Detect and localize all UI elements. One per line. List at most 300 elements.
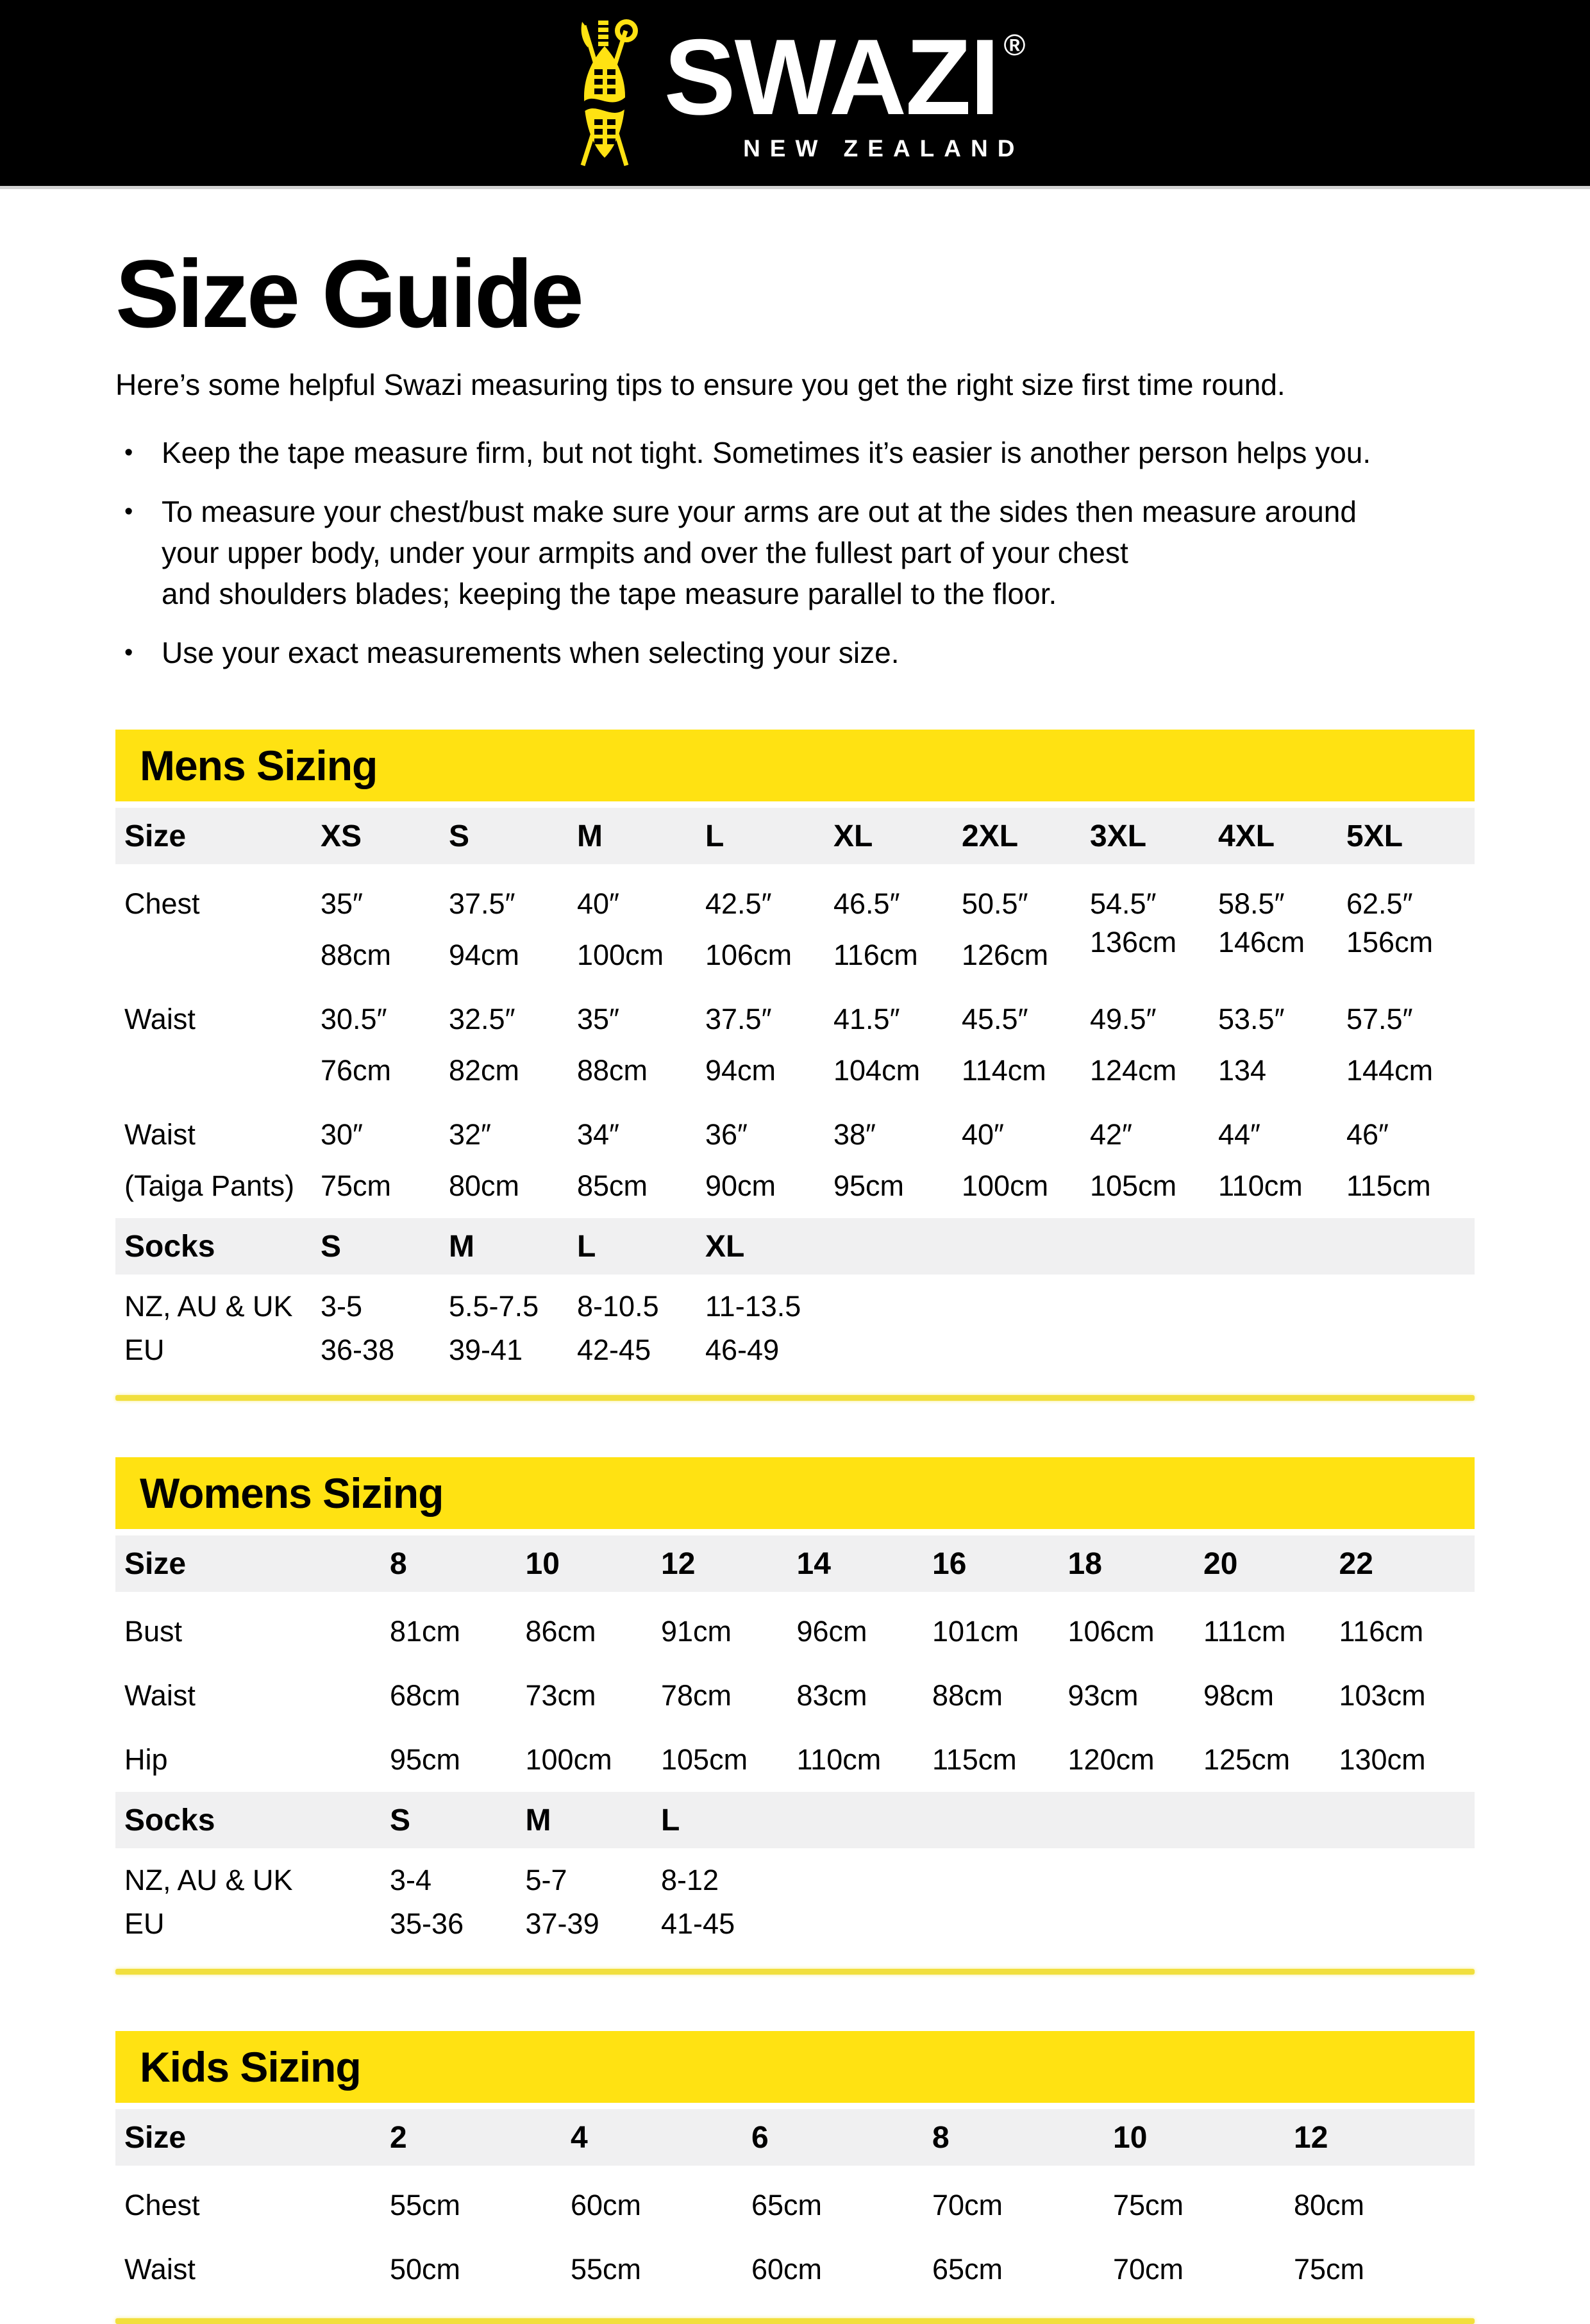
size-cell <box>1346 1109 1475 1212</box>
size-col-header: 12 <box>1294 2120 1328 2155</box>
size-value: 41.5″ <box>833 1003 900 1036</box>
size-value: 115cm <box>932 1743 1017 1776</box>
section-title: Womens Sizing <box>140 1469 444 1517</box>
size-cell <box>1203 1606 1339 1657</box>
size-header-label: Size <box>124 1546 187 1581</box>
size-cell <box>1068 1734 1204 1785</box>
size-col-header: 22 <box>1339 1546 1373 1581</box>
size-value: 144cm <box>1346 1054 1434 1087</box>
size-cell <box>1339 1606 1475 1657</box>
size-value: 88cm <box>321 939 392 972</box>
size-value: 85cm <box>577 1169 648 1203</box>
size-value: 78cm <box>661 1679 732 1712</box>
table-row <box>115 1670 1475 1721</box>
socks-size-cell <box>577 1285 705 1328</box>
size-cell <box>1346 878 1475 981</box>
size-cell <box>705 1109 833 1212</box>
socks-size-cell <box>449 1285 577 1328</box>
size-col-header: 20 <box>1203 1546 1238 1581</box>
size-value: 37.5″ <box>705 1003 772 1036</box>
socks-table-body <box>115 1285 1475 1372</box>
size-col-header: 8 <box>390 1546 407 1581</box>
socks-col-header: S <box>390 1803 411 1837</box>
size-header-row <box>115 1535 1475 1592</box>
size-cell <box>1068 1670 1204 1721</box>
socks-size-cell <box>390 1902 526 1946</box>
socks-size-value: 11-13.5 <box>705 1290 801 1323</box>
socks-size-cell <box>705 1285 833 1328</box>
size-cell <box>390 2244 571 2295</box>
row-label-line: (Taiga Pants) <box>124 1169 295 1203</box>
size-cell <box>1203 1670 1339 1721</box>
size-cell <box>577 994 705 1096</box>
size-guide-content <box>0 240 1590 2324</box>
socks-size-cell <box>321 1328 449 1372</box>
size-cell <box>577 878 705 981</box>
socks-size-value: 8-10.5 <box>577 1290 659 1323</box>
size-value: 93cm <box>1067 1679 1139 1712</box>
size-value: 90cm <box>705 1169 776 1203</box>
size-value: 134 <box>1218 1054 1267 1087</box>
size-value: 50cm <box>390 2253 461 2286</box>
socks-size-value: 37-39 <box>525 1907 599 1941</box>
socks-size-cell <box>390 1859 526 1902</box>
size-value: 60cm <box>751 2253 823 2286</box>
section-title: Kids Sizing <box>140 2043 361 2091</box>
page-title: Size Guide <box>115 240 582 347</box>
size-value: 42.5″ <box>705 887 772 921</box>
socks-size-value: 5.5-7.5 <box>449 1290 539 1323</box>
socks-size-value: 8-12 <box>661 1864 719 1897</box>
size-col-header: M <box>577 819 603 853</box>
row-label-line: NZ, AU & UK <box>124 1864 293 1897</box>
size-value: 111cm <box>1203 1615 1286 1648</box>
size-value: 106cm <box>1067 1615 1155 1648</box>
socks-size-cell <box>661 1902 797 1946</box>
size-value: 106cm <box>705 939 792 972</box>
size-col-header: 6 <box>751 2120 769 2155</box>
size-cell <box>449 1109 577 1212</box>
size-col-header: 5XL <box>1346 819 1403 853</box>
socks-size-cell <box>321 1285 449 1328</box>
mens-sizing-section <box>115 730 1475 1401</box>
bullet-dot: • <box>124 639 133 667</box>
womens-sizing-header <box>115 1457 1475 1529</box>
measuring-tip <box>115 632 1475 673</box>
size-value: 116cm <box>833 939 918 972</box>
socks-size-value: 41-45 <box>661 1907 735 1941</box>
size-value: 46″ <box>1346 1118 1389 1151</box>
size-value: 65cm <box>751 2189 823 2222</box>
size-value: 80cm <box>1294 2189 1365 2222</box>
socks-row <box>115 1328 1475 1372</box>
womens-sizing-section <box>115 1457 1475 1975</box>
size-value: 125cm <box>1203 1743 1291 1776</box>
measuring-tip <box>115 432 1475 473</box>
size-col-header: L <box>705 819 724 853</box>
size-col-header: S <box>449 819 470 853</box>
size-value: 124cm <box>1090 1054 1177 1087</box>
size-value: 32.5″ <box>449 1003 515 1036</box>
size-value: 46.5″ <box>833 887 900 921</box>
size-cell <box>962 878 1090 981</box>
size-value: 156cm <box>1346 926 1434 959</box>
size-value: 75cm <box>321 1169 392 1203</box>
size-value: 50.5″ <box>962 887 1028 921</box>
size-cell <box>390 2180 571 2231</box>
size-value: 120cm <box>1067 1743 1155 1776</box>
size-table-body <box>115 878 1475 1212</box>
size-value: 95cm <box>390 1743 461 1776</box>
size-value: 38″ <box>833 1118 876 1151</box>
size-value: 100cm <box>525 1743 612 1776</box>
socks-col-header: L <box>661 1803 680 1837</box>
size-cell <box>390 1734 526 1785</box>
socks-header-row <box>115 1792 1475 1848</box>
size-value: 88cm <box>932 1679 1003 1712</box>
size-value: 42″ <box>1090 1118 1132 1151</box>
size-value: 96cm <box>796 1615 867 1648</box>
socks-header-label: Socks <box>124 1803 215 1837</box>
size-value: 105cm <box>1090 1169 1177 1203</box>
size-cell <box>1068 1606 1204 1657</box>
row-label <box>115 1902 390 1946</box>
size-col-header: 2 <box>390 2120 407 2155</box>
size-cell <box>932 1606 1068 1657</box>
size-value: 75cm <box>1294 2253 1365 2286</box>
size-cell <box>1113 2180 1294 2231</box>
row-label <box>115 1670 390 1721</box>
size-header-label: Size <box>124 819 187 853</box>
brand-tagline: NEW ZEALAND <box>743 135 1025 162</box>
size-value: 98cm <box>1203 1679 1275 1712</box>
brand-header-bar <box>0 0 1590 189</box>
size-value: 40″ <box>577 887 619 921</box>
row-label-line: EU <box>124 1333 165 1367</box>
row-label <box>115 2180 390 2231</box>
tip-line: and shoulders blades; keeping the tape measure parallel to the floor. <box>162 577 1057 611</box>
size-value: 44″ <box>1218 1118 1260 1151</box>
socks-header-row <box>115 1218 1475 1275</box>
size-value: 70cm <box>1113 2253 1184 2286</box>
size-col-header: XS <box>321 819 362 853</box>
socks-col-header: XL <box>705 1229 745 1264</box>
size-cell <box>705 994 833 1096</box>
table-row <box>115 2180 1475 2231</box>
row-label <box>115 1109 321 1212</box>
measuring-tips-list <box>115 432 1475 673</box>
size-cell <box>797 1670 933 1721</box>
tip-line: To measure your chest/bust make sure your arms are out at the sides then measure around <box>162 495 1357 529</box>
size-cell <box>390 1606 526 1657</box>
size-value: 70cm <box>932 2189 1003 2222</box>
size-value: 73cm <box>525 1679 596 1712</box>
size-cell <box>526 1606 662 1657</box>
size-value: 100cm <box>962 1169 1049 1203</box>
size-value: 101cm <box>932 1615 1019 1648</box>
size-value: 81cm <box>390 1615 461 1648</box>
socks-table-body <box>115 1859 1475 1946</box>
mens-sizing-header <box>115 730 1475 801</box>
size-value: 30.5″ <box>321 1003 387 1036</box>
socks-size-value: 42-45 <box>577 1333 651 1367</box>
socks-row <box>115 1902 1475 1946</box>
size-value: 75cm <box>1113 2189 1184 2222</box>
size-value: 100cm <box>577 939 664 972</box>
size-value: 110cm <box>1218 1169 1303 1203</box>
socks-size-value: 3-4 <box>390 1864 432 1897</box>
size-value: 37.5″ <box>449 887 515 921</box>
size-cell <box>1346 994 1475 1096</box>
row-label-line: EU <box>124 1907 165 1941</box>
section-title: Mens Sizing <box>140 742 378 790</box>
socks-size-cell <box>577 1328 705 1372</box>
row-label-line: Waist <box>124 2253 196 2286</box>
socks-col-header: M <box>449 1229 474 1264</box>
measuring-tip-text <box>162 432 1371 473</box>
table-row <box>115 1734 1475 1785</box>
size-cell <box>1218 1109 1346 1212</box>
size-value: 82cm <box>449 1054 520 1087</box>
size-value: 35″ <box>577 1003 619 1036</box>
socks-size-value: 35-36 <box>390 1907 464 1941</box>
socks-size-cell <box>526 1859 662 1902</box>
size-col-header: XL <box>833 819 873 853</box>
size-value: 54.5″ <box>1090 887 1157 921</box>
socks-col-header: M <box>525 1803 551 1837</box>
size-value: 95cm <box>833 1169 905 1203</box>
size-value: 57.5″ <box>1346 1003 1413 1036</box>
size-cell <box>571 2244 751 2295</box>
row-label-line: Chest <box>124 887 200 921</box>
size-cell <box>390 1670 526 1721</box>
size-col-header: 8 <box>932 2120 950 2155</box>
size-cell <box>1218 994 1346 1096</box>
row-label-line: Hip <box>124 1743 168 1776</box>
table-row <box>115 994 1475 1096</box>
size-value: 65cm <box>932 2253 1003 2286</box>
size-col-header: 10 <box>525 1546 560 1581</box>
size-cell <box>1294 2180 1475 2231</box>
size-value: 105cm <box>661 1743 748 1776</box>
size-cell <box>571 2180 751 2231</box>
size-table-body <box>115 1606 1475 1785</box>
size-value: 104cm <box>833 1054 921 1087</box>
size-header-row <box>115 2109 1475 2166</box>
size-cell <box>526 1670 662 1721</box>
size-value: 53.5″ <box>1218 1003 1285 1036</box>
size-value: 34″ <box>577 1118 619 1151</box>
kids-sizing-header <box>115 2031 1475 2103</box>
size-cell <box>321 994 449 1096</box>
socks-row <box>115 1859 1475 1902</box>
table-row <box>115 2244 1475 2295</box>
socks-size-value: 39-41 <box>449 1333 523 1367</box>
size-cell <box>932 2180 1113 2231</box>
row-label-line: Chest <box>124 2189 200 2222</box>
tip-line: Keep the tape measure firm, but not tight. Sometimes it’s easier is another person helps you. <box>162 436 1371 470</box>
section-divider-line <box>115 1395 1475 1401</box>
size-cell <box>833 994 962 1096</box>
size-cell <box>1218 878 1346 981</box>
size-value: 94cm <box>705 1054 776 1087</box>
size-value: 88cm <box>577 1054 648 1087</box>
kids-sizing-section <box>115 2031 1475 2324</box>
row-label <box>115 994 321 1045</box>
socks-size-value: 5-7 <box>525 1864 567 1897</box>
size-table-body <box>115 2180 1475 2295</box>
size-cell <box>1090 878 1218 981</box>
size-cell <box>1203 1734 1339 1785</box>
socks-size-value: 36-38 <box>321 1333 395 1367</box>
measuring-tip-text <box>162 632 900 673</box>
size-cell <box>932 1670 1068 1721</box>
size-value: 80cm <box>449 1169 520 1203</box>
size-cell <box>449 994 577 1096</box>
size-col-header: 2XL <box>962 819 1019 853</box>
size-header-row <box>115 808 1475 864</box>
mens-sizing-tables <box>115 808 1475 1401</box>
size-value: 83cm <box>796 1679 867 1712</box>
size-cell <box>1090 1109 1218 1212</box>
size-col-header: 4XL <box>1218 819 1275 853</box>
size-col-header: 18 <box>1067 1546 1102 1581</box>
registered-trademark-mark: ® <box>1003 28 1026 62</box>
size-value: 86cm <box>525 1615 596 1648</box>
size-value: 146cm <box>1218 926 1305 959</box>
socks-header-label: Socks <box>124 1229 215 1264</box>
size-cell <box>932 2244 1113 2295</box>
row-label-line: NZ, AU & UK <box>124 1290 293 1323</box>
size-value: 58.5″ <box>1218 887 1285 921</box>
tip-line: Use your exact measurements when selecting your size. <box>162 636 900 670</box>
size-cell <box>526 1734 662 1785</box>
size-value: 45.5″ <box>962 1003 1028 1036</box>
row-label <box>115 1606 390 1657</box>
size-cell <box>449 878 577 981</box>
socks-size-cell <box>661 1859 797 1902</box>
womens-sizing-tables <box>115 1535 1475 1975</box>
size-value: 76cm <box>321 1054 392 1087</box>
row-label-line: Waist <box>124 1679 196 1712</box>
size-cell <box>797 1734 933 1785</box>
socks-size-cell <box>449 1328 577 1372</box>
size-value: 103cm <box>1339 1679 1426 1712</box>
measuring-tip <box>115 491 1475 614</box>
size-value: 110cm <box>796 1743 882 1776</box>
size-value: 62.5″ <box>1346 887 1413 921</box>
size-cell <box>1339 1734 1475 1785</box>
size-value: 40″ <box>962 1118 1004 1151</box>
size-cell <box>1090 994 1218 1096</box>
row-label-line: Waist <box>124 1003 196 1036</box>
socks-size-value: 3-5 <box>321 1290 363 1323</box>
size-value: 130cm <box>1339 1743 1426 1776</box>
socks-row <box>115 1285 1475 1328</box>
size-col-header: 16 <box>932 1546 967 1581</box>
size-cell <box>1339 1670 1475 1721</box>
size-cell <box>661 1606 797 1657</box>
bullet-dot: • <box>124 498 133 526</box>
row-label <box>115 1285 321 1328</box>
size-col-header: 12 <box>661 1546 696 1581</box>
kids-sizing-tables <box>115 2109 1475 2324</box>
intro-text: Here’s some helpful Swazi measuring tips to ensure you get the right size first time round. <box>115 368 1285 401</box>
size-value: 35″ <box>321 887 363 921</box>
size-cell <box>1294 2244 1475 2295</box>
row-label-line: Waist <box>124 1118 196 1151</box>
socks-col-header: S <box>321 1229 342 1264</box>
bullet-dot: • <box>124 439 133 467</box>
table-row <box>115 1606 1475 1657</box>
socks-size-cell <box>526 1902 662 1946</box>
size-value: 114cm <box>962 1054 1046 1087</box>
size-cell <box>577 1109 705 1212</box>
brand-text-block <box>664 17 1026 162</box>
socks-size-cell <box>705 1328 833 1372</box>
size-cell <box>932 1734 1068 1785</box>
size-cell <box>797 1606 933 1657</box>
swazi-shield-spears-icon <box>565 19 645 170</box>
size-value: 32″ <box>449 1118 491 1151</box>
row-label <box>115 1859 390 1902</box>
size-cell <box>962 1109 1090 1212</box>
size-value: 36″ <box>705 1118 748 1151</box>
size-value: 49.5″ <box>1090 1003 1157 1036</box>
size-cell <box>962 994 1090 1096</box>
size-cell <box>751 2244 932 2295</box>
section-divider-line <box>115 1969 1475 1975</box>
size-value: 55cm <box>390 2189 461 2222</box>
size-value: 91cm <box>661 1615 732 1648</box>
size-cell <box>321 1109 449 1212</box>
table-row <box>115 1109 1475 1212</box>
size-col-header: 3XL <box>1090 819 1147 853</box>
size-cell <box>751 2180 932 2231</box>
size-col-header: 10 <box>1113 2120 1148 2155</box>
tip-line: your upper body, under your armpits and over the fullest part of your chest <box>162 536 1128 570</box>
size-cell <box>833 878 962 981</box>
size-cell <box>661 1734 797 1785</box>
size-cell <box>833 1109 962 1212</box>
swazi-logo <box>565 19 1026 170</box>
size-cell <box>705 878 833 981</box>
size-col-header: 14 <box>796 1546 831 1581</box>
size-value: 30″ <box>321 1118 363 1151</box>
row-label <box>115 2244 390 2295</box>
row-label <box>115 1328 321 1372</box>
row-label <box>115 878 321 930</box>
row-label-line: Bust <box>124 1615 183 1648</box>
size-value: 60cm <box>571 2189 642 2222</box>
size-cell <box>321 878 449 981</box>
size-cell <box>1113 2244 1294 2295</box>
brand-name: SWAZI <box>664 17 999 138</box>
row-label <box>115 1734 390 1785</box>
size-col-header: 4 <box>571 2120 588 2155</box>
size-value: 115cm <box>1346 1169 1431 1203</box>
size-cell <box>661 1670 797 1721</box>
size-value: 126cm <box>962 939 1049 972</box>
size-value: 68cm <box>390 1679 461 1712</box>
size-value: 55cm <box>571 2253 642 2286</box>
measuring-tip-text <box>162 491 1357 614</box>
table-row <box>115 878 1475 981</box>
size-header-label: Size <box>124 2120 187 2155</box>
size-value: 94cm <box>449 939 520 972</box>
size-value: 116cm <box>1339 1615 1424 1648</box>
socks-col-header: L <box>577 1229 596 1264</box>
